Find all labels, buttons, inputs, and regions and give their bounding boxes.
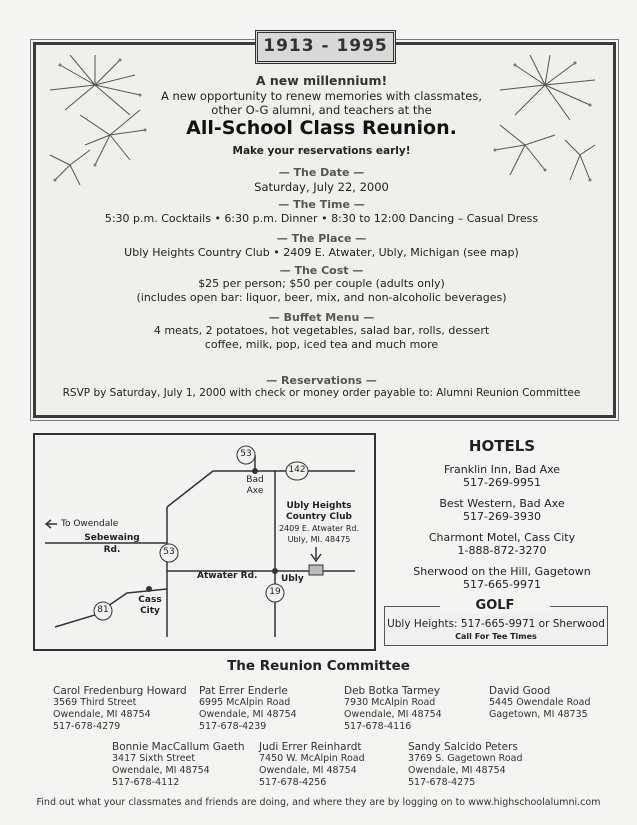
- cass-city-label-2: City: [140, 606, 160, 616]
- club-label-1: Ubly Heights: [286, 501, 352, 511]
- hotel-3-name: Charmont Motel, Cass City: [428, 531, 576, 544]
- member-street: 7450 W. McAlpin Road: [259, 753, 365, 764]
- member-name: Bonnie MacCallum Gaeth: [112, 741, 245, 753]
- committee-title: The Reunion Committee: [227, 658, 410, 674]
- hotel-2-name: Best Western, Bad Axe: [439, 497, 565, 510]
- route-81: 81: [97, 605, 109, 615]
- committee-member: [199, 685, 339, 733]
- hotel-4-phone: 517-665-9971: [463, 578, 541, 591]
- event-title: All-School Class Reunion.: [186, 117, 457, 139]
- date-value: Saturday, July 22, 2000: [254, 180, 389, 194]
- buffet-value-1: 4 meats, 2 potatoes, hot vegetables, salad bar, rolls, dessert: [153, 324, 490, 337]
- member-name: Pat Errer Enderle: [199, 685, 288, 697]
- member-city: Owendale, MI 48754: [344, 709, 442, 720]
- cass-city-label-1: Cass: [138, 595, 162, 605]
- member-phone: 517-678-4256: [259, 777, 327, 788]
- cost-heading: — The Cost —: [279, 264, 364, 277]
- member-name: Deb Botka Tarmey: [344, 685, 441, 697]
- club-label-4: Ubly, MI. 48475: [287, 535, 351, 544]
- member-city: Owendale, MI 48754: [259, 765, 357, 776]
- member-phone: 517-678-4116: [344, 721, 412, 732]
- hotel-1-name: Franklin Inn, Bad Axe: [443, 463, 561, 476]
- years-badge: 1913 - 1995: [255, 30, 396, 64]
- time-value: 5:30 p.m. Cocktails • 6:30 p.m. Dinner • 8:30 to 12:00 Dancing – Casual Dress: [104, 212, 539, 225]
- atwater-label: Atwater Rd.: [197, 571, 258, 581]
- time-heading: — The Time —: [278, 198, 365, 211]
- cost-value-2: (includes open bar: liquor, beer, mix, and non-alcoholic beverages): [136, 291, 507, 304]
- member-phone: 517-678-4275: [408, 777, 476, 788]
- directions-map: [33, 433, 376, 651]
- member-city: Owendale, MI 48754: [408, 765, 506, 776]
- member-city: Owendale, MI 48754: [199, 709, 297, 720]
- cost-value-1: $25 per person; $50 per couple (adults only): [198, 277, 445, 290]
- committee-member: [344, 685, 484, 733]
- member-street: 3769 S. Gagetown Road: [408, 753, 523, 764]
- member-street: 3569 Third Street: [53, 697, 137, 708]
- hotel-2-phone: 517-269-3930: [463, 510, 541, 523]
- route-19: 19: [269, 587, 281, 597]
- footer-text: Find out what your classmates and friends are doing, and where they are by logging on to www.highschoolalumni.com: [36, 797, 601, 808]
- member-phone: 517-678-4239: [199, 721, 267, 732]
- club-label-3: 2409 E. Atwater Rd.: [278, 524, 360, 533]
- member-street: 7930 McAlpin Road: [344, 697, 436, 708]
- committee-member: [408, 741, 548, 789]
- hotel-4-name: Sherwood on the Hill, Gagetown: [413, 565, 591, 578]
- golf-line: Ubly Heights: 517-665-9971 or Sherwood: [387, 618, 605, 630]
- member-name: Sandy Salcido Peters: [408, 741, 518, 753]
- committee-member: [112, 741, 252, 789]
- member-name: David Good: [489, 685, 551, 697]
- route-53-north: 53: [240, 449, 252, 459]
- hotels-title: HOTELS: [468, 437, 536, 455]
- reservations-heading: — Reservations —: [266, 374, 377, 387]
- committee-member: [259, 741, 399, 789]
- sebewaing-label-2: Rd.: [103, 545, 121, 555]
- hotel-3-phone: 1-888-872-3270: [457, 544, 547, 557]
- bad-axe-label-1: Bad: [246, 475, 264, 485]
- member-city: Owendale, MI 48754: [53, 709, 151, 720]
- club-label-2: Country Club: [286, 512, 352, 522]
- committee-member: [53, 685, 193, 733]
- member-street: 3417 Sixth Street: [112, 753, 196, 764]
- member-street: 6995 McAlpin Road: [199, 697, 291, 708]
- ubly-label: Ubly: [281, 574, 304, 584]
- route-142: 142: [288, 465, 306, 475]
- rsvp-text: RSVP by Saturday, July 1, 2000 with check or money order payable to: Alumni Reunion Committee: [62, 387, 581, 399]
- buffet-value-2: coffee, milk, pop, iced tea and much more: [204, 338, 439, 351]
- date-heading: — The Date —: [278, 166, 365, 179]
- committee-member: [489, 685, 619, 721]
- bad-axe-label-2: Axe: [246, 486, 264, 496]
- member-name: Judi Errer Reinhardt: [259, 741, 362, 753]
- member-city: Owendale, MI 48754: [112, 765, 210, 776]
- member-street: 5445 Owendale Road: [489, 697, 591, 708]
- buffet-heading: — Buffet Menu —: [268, 311, 375, 324]
- hotel-1-phone: 517-269-9951: [463, 476, 541, 489]
- golf-title: GOLF: [440, 598, 550, 613]
- sebewaing-label-1: Sebewaing: [84, 533, 140, 543]
- route-53-south: 53: [163, 547, 175, 557]
- event-subtitle: Make your reservations early!: [232, 145, 411, 157]
- golf-note: Call For Tee Times: [455, 632, 537, 641]
- tagline: A new millennium!: [255, 73, 388, 88]
- intro-line-2: other O-G alumni, and teachers at the: [211, 103, 432, 117]
- member-phone: 517-678-4112: [112, 777, 180, 788]
- intro-line-1: A new opportunity to renew memories with classmates,: [160, 89, 483, 103]
- place-heading: — The Place —: [276, 232, 367, 245]
- member-name: Carol Fredenburg Howard: [53, 685, 187, 697]
- member-phone: 517-678-4279: [53, 721, 121, 732]
- owendale-label: To Owendale: [61, 519, 119, 529]
- member-city: Gagetown, MI 48735: [489, 709, 588, 720]
- place-value: Ubly Heights Country Club • 2409 E. Atwater, Ubly, Michigan (see map): [124, 246, 519, 259]
